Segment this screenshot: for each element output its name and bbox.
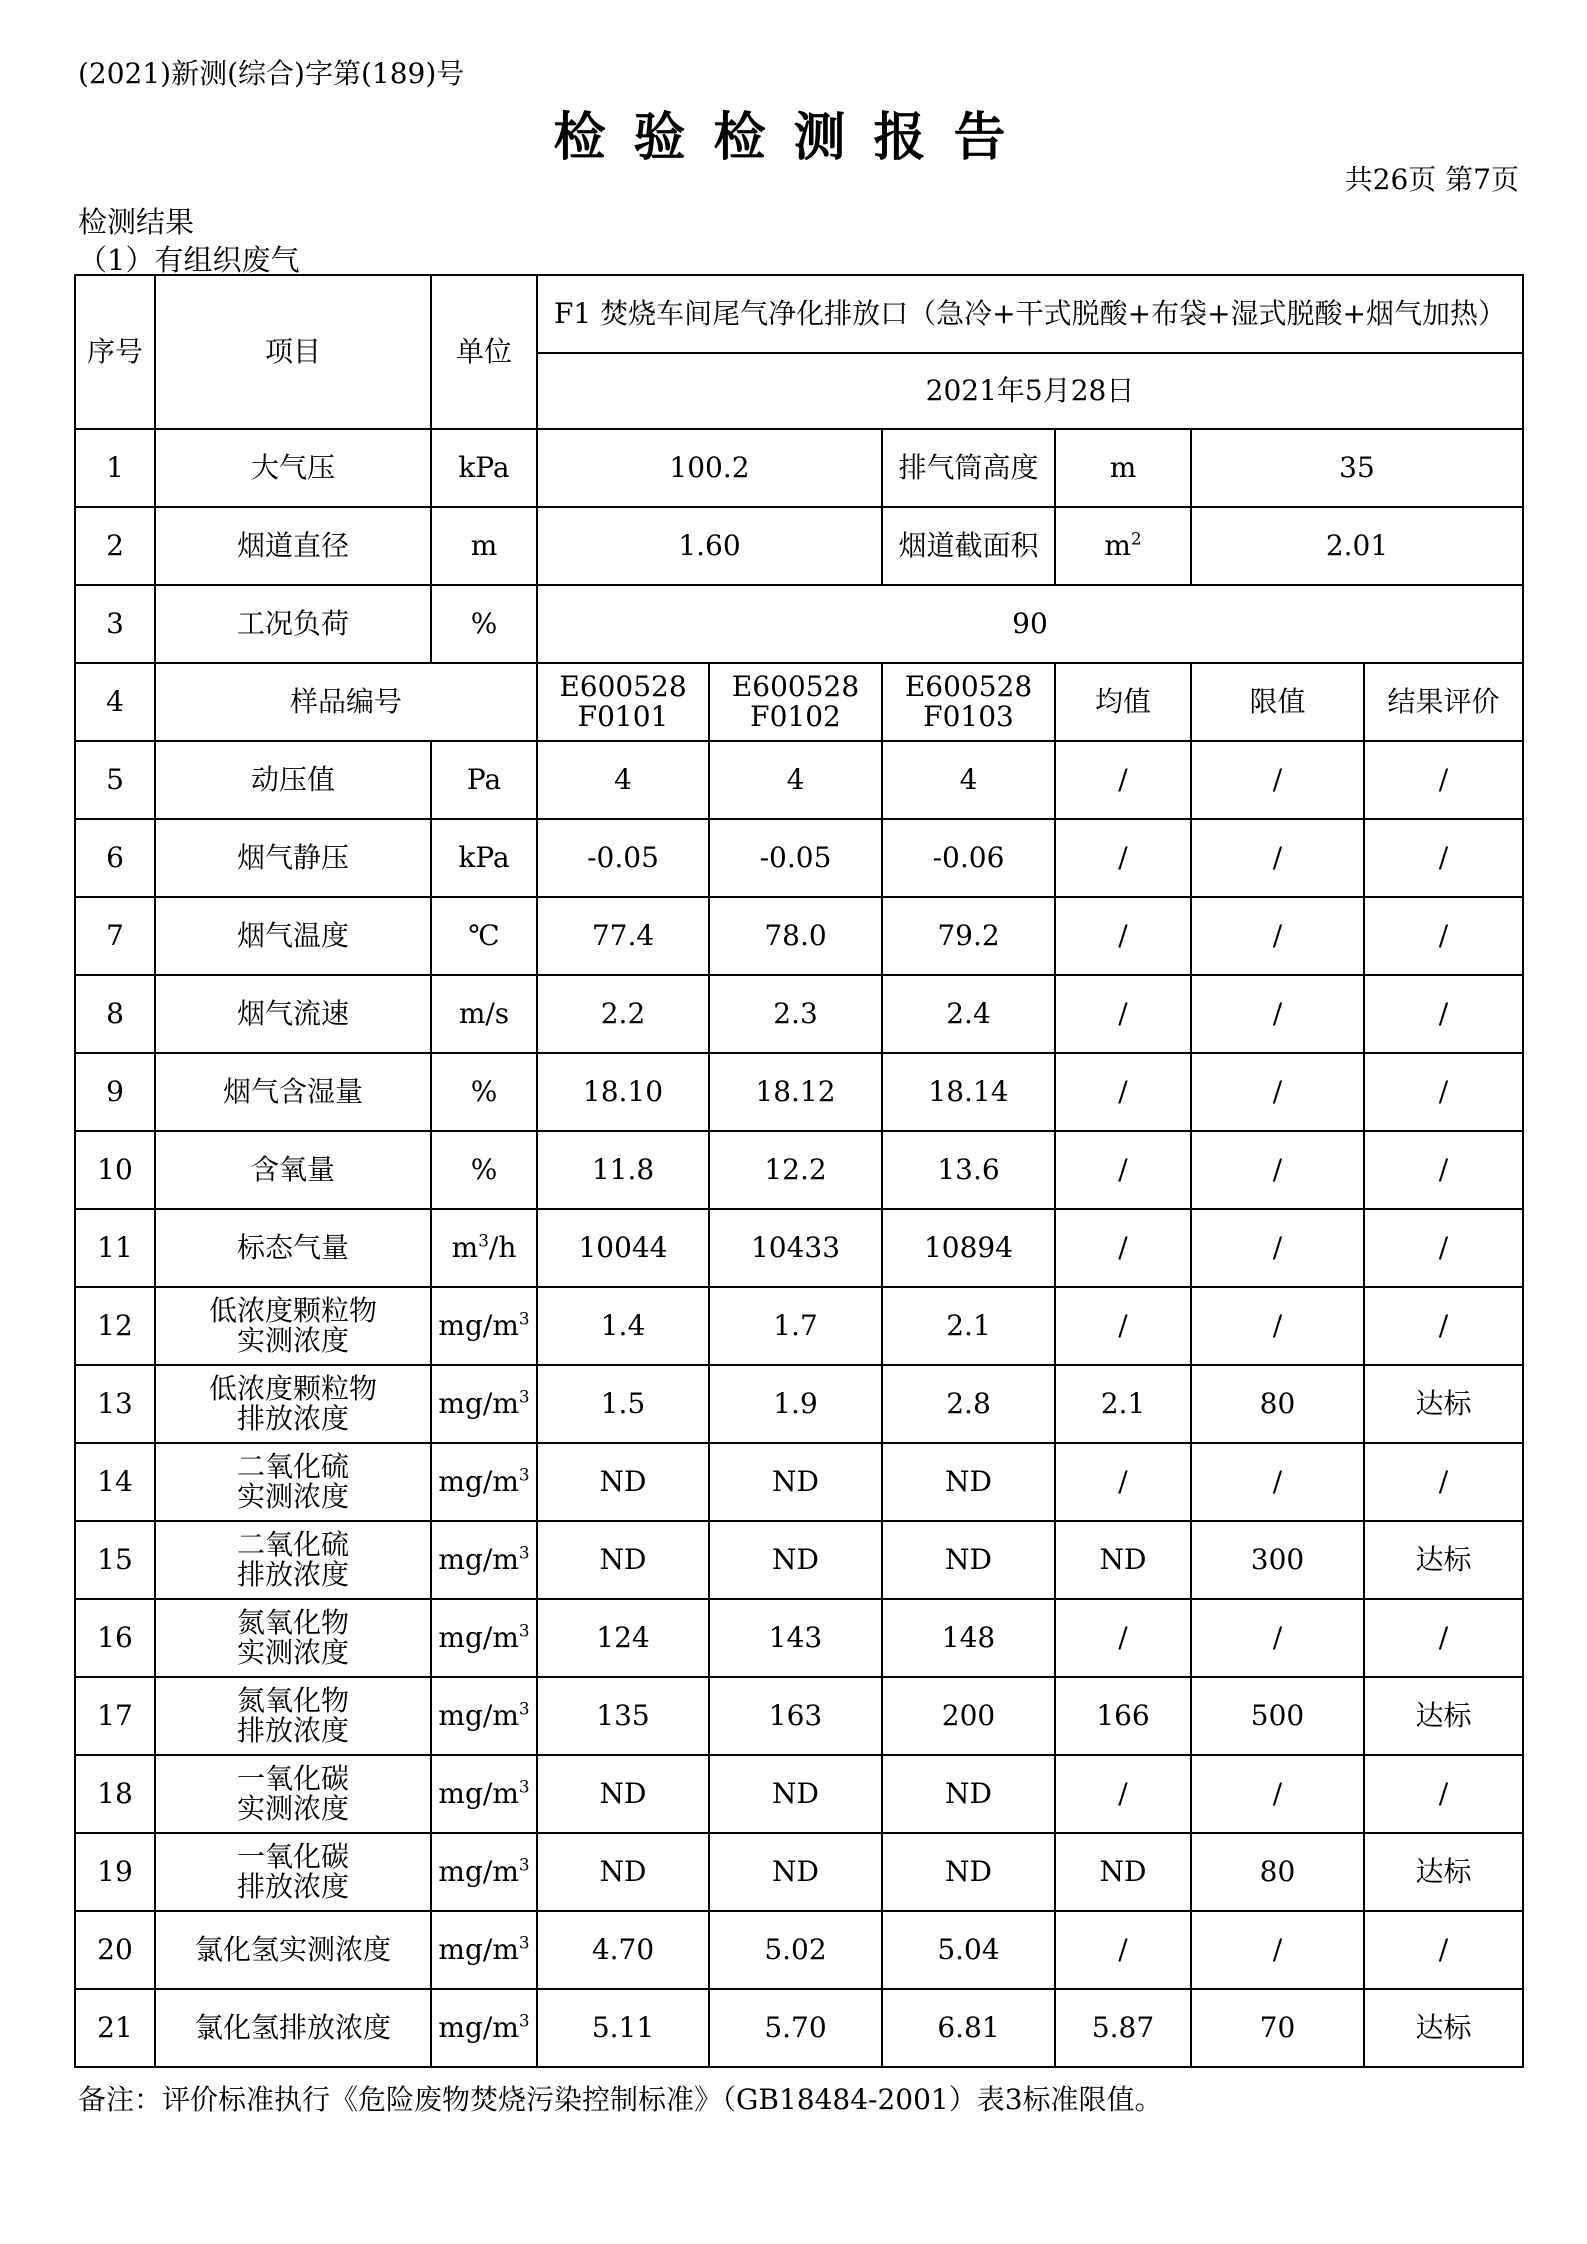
sample-value-1: 4 <box>537 741 709 819</box>
sample-value-3: 6.81 <box>882 1989 1055 2067</box>
sample-value-2: 18.12 <box>709 1053 882 1131</box>
row-unit <box>431 1833 537 1911</box>
row-seq: 6 <box>75 819 155 897</box>
sample-value-3: 79.2 <box>882 897 1055 975</box>
table-row <box>75 1677 1523 1755</box>
average-value: / <box>1055 819 1191 897</box>
row-unit <box>431 1677 537 1755</box>
sample-value-2: ND <box>709 1443 882 1521</box>
sample-id-line1: E600528 <box>731 669 860 703</box>
sample-value-3: -0.06 <box>882 819 1055 897</box>
sample-value-2: 10433 <box>709 1209 882 1287</box>
average-value: ND <box>1055 1833 1191 1911</box>
sample-value-3: 5.04 <box>882 1911 1055 1989</box>
sample-value-1: 4.70 <box>537 1911 709 1989</box>
sample-value-1: ND <box>537 1521 709 1599</box>
unit-superscript: 2 <box>1130 528 1142 549</box>
unit-base: mg/m <box>438 1932 519 1966</box>
row-item: 样品编号 <box>155 663 537 741</box>
unit-superscript: 3 <box>518 1698 530 1719</box>
sample-value-2: 1.7 <box>709 1287 882 1365</box>
sample-id-line2: F0102 <box>750 700 841 733</box>
row-unit: ℃ <box>431 897 537 975</box>
row-unit: % <box>431 1131 537 1209</box>
row-unit <box>431 1521 537 1599</box>
row-seq: 9 <box>75 1053 155 1131</box>
row-seq: 12 <box>75 1287 155 1365</box>
result-evaluation: / <box>1364 1755 1523 1833</box>
row-item <box>155 1365 431 1443</box>
sample-value-3: 200 <box>882 1677 1055 1755</box>
average-value: / <box>1055 741 1191 819</box>
limit-value: 300 <box>1191 1521 1364 1599</box>
sample-value-1: 2.2 <box>537 975 709 1053</box>
result-evaluation: 达标 <box>1364 1677 1523 1755</box>
limit-value: / <box>1191 975 1364 1053</box>
sample-value-3: 13.6 <box>882 1131 1055 1209</box>
sample-value-1: 77.4 <box>537 897 709 975</box>
table-row <box>75 1833 1523 1911</box>
row-unit: m/s <box>431 975 537 1053</box>
table-row <box>75 1209 1523 1287</box>
average-value: / <box>1055 1755 1191 1833</box>
row-item <box>155 1677 431 1755</box>
table-row <box>75 1287 1523 1365</box>
row-item: 烟气含湿量 <box>155 1053 431 1131</box>
result-evaluation: 达标 <box>1364 1989 1523 2067</box>
row-item-2: 排气筒高度 <box>882 429 1055 507</box>
unit-base: mg/m <box>438 1698 519 1732</box>
row-item <box>155 1287 431 1365</box>
table-row <box>75 1443 1523 1521</box>
sample-value-2: 163 <box>709 1677 882 1755</box>
row-unit <box>431 1599 537 1677</box>
table-row <box>75 1521 1523 1599</box>
sample-value-3: 148 <box>882 1599 1055 1677</box>
result-evaluation: / <box>1364 1209 1523 1287</box>
sample-value-2: ND <box>709 1755 882 1833</box>
sample-id-1 <box>537 663 709 741</box>
sample-value-2: 4 <box>709 741 882 819</box>
row-seq: 18 <box>75 1755 155 1833</box>
limit-value: / <box>1191 1443 1364 1521</box>
sample-value-2: 2.3 <box>709 975 882 1053</box>
item-line1: 氮氧化物 <box>236 1605 349 1639</box>
row-unit <box>431 1365 537 1443</box>
unit-superscript: 3 <box>478 1230 489 1251</box>
item-line1: 氮氧化物 <box>236 1683 349 1717</box>
unit-superscript: 3 <box>518 1386 530 1407</box>
row-unit: Pa <box>431 741 537 819</box>
row-seq: 8 <box>75 975 155 1053</box>
row-seq: 1 <box>75 429 155 507</box>
sample-value-3: 10894 <box>882 1209 1055 1287</box>
sample-value-1: ND <box>537 1755 709 1833</box>
table-row <box>75 663 1523 741</box>
row-item: 氯化氢实测浓度 <box>155 1911 431 1989</box>
sample-value-1: 124 <box>537 1599 709 1677</box>
sample-value-3: 2.4 <box>882 975 1055 1053</box>
table-row <box>75 975 1523 1053</box>
sample-value-3: ND <box>882 1833 1055 1911</box>
row-item <box>155 1833 431 1911</box>
item-line2: 实测浓度 <box>236 1324 349 1357</box>
average-value: / <box>1055 1911 1191 1989</box>
table-row <box>75 819 1523 897</box>
item-line1: 低浓度颗粒物 <box>208 1293 377 1327</box>
result-evaluation: 达标 <box>1364 1521 1523 1599</box>
row-unit <box>431 1911 537 1989</box>
row-seq: 7 <box>75 897 155 975</box>
item-line2: 排放浓度 <box>236 1870 349 1903</box>
row-value-2: 2.01 <box>1191 507 1523 585</box>
row-item <box>155 1599 431 1677</box>
table-row <box>75 1755 1523 1833</box>
unit-superscript: 3 <box>518 2010 530 2031</box>
result-evaluation: / <box>1364 741 1523 819</box>
sample-value-1: 1.5 <box>537 1365 709 1443</box>
row-seq: 10 <box>75 1131 155 1209</box>
row-value-2: 35 <box>1191 429 1523 507</box>
row-seq: 11 <box>75 1209 155 1287</box>
table-row <box>75 1053 1523 1131</box>
sample-value-2: -0.05 <box>709 819 882 897</box>
item-line1: 二氧化硫 <box>236 1527 349 1561</box>
average-value: / <box>1055 897 1191 975</box>
row-seq: 16 <box>75 1599 155 1677</box>
sample-value-1: 135 <box>537 1677 709 1755</box>
sample-id-line2: F0103 <box>923 700 1014 733</box>
sample-value-2: 1.9 <box>709 1365 882 1443</box>
item-line1: 低浓度颗粒物 <box>208 1371 377 1405</box>
sample-value-1: 11.8 <box>537 1131 709 1209</box>
limit-value: / <box>1191 1911 1364 1989</box>
unit-base: mg/m <box>438 1854 519 1888</box>
sample-id-line1: E600528 <box>904 669 1033 703</box>
row-value: 90 <box>537 585 1523 663</box>
sample-value-1: 18.10 <box>537 1053 709 1131</box>
sample-value-3: 2.8 <box>882 1365 1055 1443</box>
row-seq: 19 <box>75 1833 155 1911</box>
sample-value-3: 18.14 <box>882 1053 1055 1131</box>
row-unit-2: m <box>1055 429 1191 507</box>
average-value: / <box>1055 975 1191 1053</box>
sample-value-3: ND <box>882 1755 1055 1833</box>
report-title: 检验检测报告 <box>553 107 1034 168</box>
limit-value: / <box>1191 1131 1364 1209</box>
item-line2: 排放浓度 <box>236 1558 349 1591</box>
limit-value: / <box>1191 1209 1364 1287</box>
limit-value: / <box>1191 897 1364 975</box>
unit-base: mg/m <box>438 1542 519 1576</box>
sample-value-1: 5.11 <box>537 1989 709 2067</box>
item-line2: 实测浓度 <box>236 1480 349 1513</box>
row-item: 含氧量 <box>155 1131 431 1209</box>
table-row <box>75 741 1523 819</box>
average-value: / <box>1055 1053 1191 1131</box>
sample-value-3: 2.1 <box>882 1287 1055 1365</box>
sample-id-2 <box>709 663 882 741</box>
col-header-unit: 单位 <box>431 275 537 429</box>
average-value: / <box>1055 1443 1191 1521</box>
sampling-date: 2021年5月28日 <box>537 353 1523 429</box>
table-row <box>75 1911 1523 1989</box>
unit-superscript: 3 <box>518 1620 530 1641</box>
average-value: / <box>1055 1599 1191 1677</box>
result-evaluation: / <box>1364 819 1523 897</box>
sample-value-2: 12.2 <box>709 1131 882 1209</box>
limit-value: 70 <box>1191 1989 1364 2067</box>
row-unit: kPa <box>431 429 537 507</box>
table-row <box>75 429 1523 507</box>
unit-base: mg/m <box>438 2010 519 2044</box>
sample-value-1: ND <box>537 1833 709 1911</box>
average-value: / <box>1055 1287 1191 1365</box>
row-unit: m <box>431 507 537 585</box>
row-seq: 21 <box>75 1989 155 2067</box>
unit-superscript: 3 <box>518 1542 530 1563</box>
item-line2: 排放浓度 <box>236 1402 349 1435</box>
sample-value-2: 78.0 <box>709 897 882 975</box>
row-unit <box>431 1287 537 1365</box>
sample-value-2: 143 <box>709 1599 882 1677</box>
results-table <box>74 274 1524 2068</box>
unit-superscript: 3 <box>518 1308 530 1329</box>
sample-value-3: ND <box>882 1443 1055 1521</box>
row-seq: 20 <box>75 1911 155 1989</box>
sample-value-3: 4 <box>882 741 1055 819</box>
row-seq: 15 <box>75 1521 155 1599</box>
average-value: 2.1 <box>1055 1365 1191 1443</box>
row-unit: % <box>431 1053 537 1131</box>
row-item: 大气压 <box>155 429 431 507</box>
table-row <box>75 1131 1523 1209</box>
item-line2: 实测浓度 <box>236 1792 349 1825</box>
row-item <box>155 1521 431 1599</box>
result-evaluation: / <box>1364 975 1523 1053</box>
subsection-title: （1）有组织废气 <box>78 243 300 277</box>
limit-value: / <box>1191 741 1364 819</box>
limit-value: / <box>1191 1287 1364 1365</box>
row-item: 烟气流速 <box>155 975 431 1053</box>
table-row <box>75 897 1523 975</box>
row-item-2: 烟道截面积 <box>882 507 1055 585</box>
row-unit <box>431 1989 537 2067</box>
average-value: 5.87 <box>1055 1989 1191 2067</box>
sample-id-3 <box>882 663 1055 741</box>
result-evaluation: / <box>1364 1131 1523 1209</box>
item-line1: 一氧化碳 <box>236 1761 349 1795</box>
unit-superscript: 3 <box>518 1464 530 1485</box>
col-header-seq: 序号 <box>75 275 155 429</box>
limit-value: / <box>1191 1599 1364 1677</box>
col-header-limit: 限值 <box>1191 663 1364 741</box>
average-value: / <box>1055 1131 1191 1209</box>
row-unit <box>431 1443 537 1521</box>
table-row <box>75 1365 1523 1443</box>
row-seq: 13 <box>75 1365 155 1443</box>
item-line2: 排放浓度 <box>236 1714 349 1747</box>
row-seq: 3 <box>75 585 155 663</box>
row-unit <box>431 1209 537 1287</box>
limit-value: 80 <box>1191 1833 1364 1911</box>
average-value: ND <box>1055 1521 1191 1599</box>
row-item: 烟气温度 <box>155 897 431 975</box>
unit-tail: /h <box>488 1230 517 1264</box>
sample-value-1: 1.4 <box>537 1287 709 1365</box>
average-value: / <box>1055 1209 1191 1287</box>
unit-base: m <box>1104 528 1131 562</box>
col-header-item: 项目 <box>155 275 431 429</box>
sample-value-2: ND <box>709 1521 882 1599</box>
table-row <box>75 585 1523 663</box>
header-row-1 <box>75 275 1523 353</box>
unit-base: mg/m <box>438 1620 519 1654</box>
result-evaluation: / <box>1364 1911 1523 1989</box>
row-item: 烟道直径 <box>155 507 431 585</box>
row-seq: 5 <box>75 741 155 819</box>
unit-superscript: 3 <box>518 1776 530 1797</box>
document-number: (2021)新测(综合)字第(189)号 <box>78 57 465 90</box>
row-unit: kPa <box>431 819 537 897</box>
unit-base: mg/m <box>438 1386 519 1420</box>
unit-superscript: 3 <box>518 1854 530 1875</box>
unit-base: mg/m <box>438 1464 519 1498</box>
table-row <box>75 1599 1523 1677</box>
remark: 备注：评价标准执行《危险废物焚烧污染控制标准》（GB18484-2001）表3标准限值。 <box>78 2083 1163 2116</box>
row-item: 动压值 <box>155 741 431 819</box>
col-header-average: 均值 <box>1055 663 1191 741</box>
unit-base: mg/m <box>438 1308 519 1342</box>
row-item <box>155 1443 431 1521</box>
row-item: 工况负荷 <box>155 585 431 663</box>
row-item: 氯化氢排放浓度 <box>155 1989 431 2067</box>
limit-value: / <box>1191 819 1364 897</box>
row-value: 100.2 <box>537 429 882 507</box>
limit-value: / <box>1191 1755 1364 1833</box>
sample-id-line1: E600528 <box>559 669 687 703</box>
sample-value-2: 5.02 <box>709 1911 882 1989</box>
item-line1: 二氧化硫 <box>236 1449 349 1483</box>
sample-value-2: ND <box>709 1833 882 1911</box>
row-item: 标态气量 <box>155 1209 431 1287</box>
row-unit: % <box>431 585 537 663</box>
page-info: 共26页 第7页 <box>1344 163 1519 196</box>
sampling-location: F1 焚烧车间尾气净化排放口（急冷+干式脱酸+布袋+湿式脱酸+烟气加热） <box>537 275 1523 353</box>
sample-value-1: -0.05 <box>537 819 709 897</box>
result-evaluation: / <box>1364 1599 1523 1677</box>
unit-superscript: 3 <box>518 1932 530 1953</box>
col-header-result: 结果评价 <box>1364 663 1523 741</box>
result-evaluation: / <box>1364 897 1523 975</box>
sample-id-line2: F0101 <box>577 700 669 733</box>
table-row <box>75 1989 1523 2067</box>
row-unit <box>431 1755 537 1833</box>
table-row <box>75 507 1523 585</box>
row-item <box>155 1755 431 1833</box>
result-evaluation: / <box>1364 1287 1523 1365</box>
unit-base: m <box>451 1230 479 1264</box>
row-seq: 4 <box>75 663 155 741</box>
sample-value-1: 10044 <box>537 1209 709 1287</box>
limit-value: / <box>1191 1053 1364 1131</box>
unit-base: mg/m <box>438 1776 519 1810</box>
sample-value-1: ND <box>537 1443 709 1521</box>
average-value: 166 <box>1055 1677 1191 1755</box>
row-value: 1.60 <box>537 507 882 585</box>
row-seq: 2 <box>75 507 155 585</box>
result-evaluation: / <box>1364 1443 1523 1521</box>
limit-value: 80 <box>1191 1365 1364 1443</box>
sample-value-2: 5.70 <box>709 1989 882 2067</box>
result-evaluation: 达标 <box>1364 1833 1523 1911</box>
row-seq: 14 <box>75 1443 155 1521</box>
section-title: 检测结果 <box>78 205 195 239</box>
row-item: 烟气静压 <box>155 819 431 897</box>
row-seq: 17 <box>75 1677 155 1755</box>
sample-value-3: ND <box>882 1521 1055 1599</box>
item-line2: 实测浓度 <box>236 1636 349 1669</box>
item-line1: 一氧化碳 <box>236 1839 349 1873</box>
result-evaluation: 达标 <box>1364 1365 1523 1443</box>
row-unit-2 <box>1055 507 1191 585</box>
result-evaluation: / <box>1364 1053 1523 1131</box>
limit-value: 500 <box>1191 1677 1364 1755</box>
